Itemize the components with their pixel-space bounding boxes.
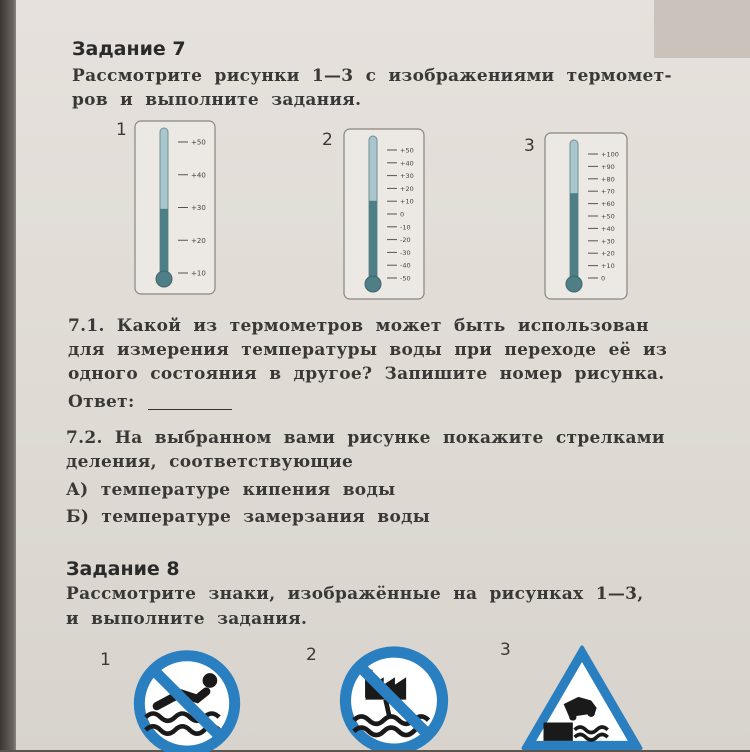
thermometer-3-tick-label: 0 [601,274,606,283]
thermometer-1-drawing [134,120,216,295]
answer-blank[interactable] [148,409,232,410]
thermometer-3-tick-label: +90 [601,162,615,171]
thermometer-3-liquid [570,193,578,280]
thermometer-1 [134,120,216,295]
thermometer-2-liquid [369,201,377,280]
sign-3-number: 3 [500,640,511,660]
thermometer-2-tick-label: +40 [400,159,414,168]
task-8-title: Задание 8 [66,558,180,580]
task-8-intro-line-2: и выполните задания. [66,609,308,629]
question-7-2-line-1: 7.2. На выбранном вами рисунке покажите стрелками [66,428,665,448]
thermometer-3-tick-label: +80 [601,175,615,184]
thermometer-2 [343,128,425,300]
sign-2-number: 2 [306,645,317,665]
thermometer-3-tick-label: +100 [601,150,619,159]
thermometer-2-bulb [365,276,381,292]
figure-3-number: 3 [524,136,535,156]
thermometer-2-drawing [343,128,425,300]
thermometer-2-tick-label: -20 [400,236,411,245]
thermometer-2-tick-label: -10 [400,223,411,232]
thermometer-3-tick-label: +50 [601,212,615,221]
task-7-intro-line-2: ров и выполните задания. [72,90,362,110]
page-corner-sticker [654,0,750,58]
thermometer-2-tick-label: +30 [400,172,414,181]
question-7-2-option-b: Б) температуре замерзания воды [66,507,431,527]
thermometer-1-tick-label: +50 [191,138,206,147]
thermometer-3-tick-label: +20 [601,249,615,258]
task-7-intro-line-1: Рассмотрите рисунки 1—3 с изображениями термомет- [72,66,672,86]
thermometer-1-liquid [160,209,168,275]
task-8-intro-line-1: Рассмотрите знаки, изображённые на рисунках 1—3, [66,584,644,604]
thermometer-3-drawing [544,132,628,300]
thermometer-2-tick-label: +20 [400,184,414,193]
question-7-1-line-3: одного состояния в другое? Запишите номер рисунка. [68,364,665,384]
question-7-1-line-1: 7.1. Какой из термометров может быть использован [68,316,649,336]
thermometer-2-tick-label: -50 [400,274,411,283]
question-7-1-line-2: для измерения температуры воды при переходе её из [68,340,668,360]
thermometer-1-tick-label: +30 [191,204,206,212]
thermometer-2-tick-label: +10 [400,197,414,206]
thermometer-2-frame [344,129,424,299]
thermometer-1-tick-label: +20 [191,236,206,245]
sign-1-number: 1 [100,650,111,670]
task-7-title: Задание 7 [72,38,186,60]
thermometer-2-tick-label: -30 [400,248,411,257]
thermometer-2-tick-label: +50 [400,146,414,155]
thermometer-1-tick-label: +10 [191,269,206,278]
thermometer-1-tick-label: +40 [191,171,206,180]
car-into-water-warning-icon [512,640,652,750]
thermometer-2-tick-label: 0 [400,210,405,219]
thermometer-3-tick-label: +10 [601,262,615,271]
textbook-page [16,0,750,750]
thermometer-3-bulb [566,276,582,292]
no-swimming-icon [120,642,254,752]
thermometer-2-tick-label: -40 [400,261,411,270]
thermometer-3-tick-label: +60 [601,200,615,209]
thermometer-3 [544,132,628,300]
question-7-2-line-2: деления, соответствующие [66,452,354,472]
thermometer-3-tick-label: +40 [601,224,615,233]
figure-1-number: 1 [116,120,127,140]
thermometer-3-tick-label: +70 [601,187,615,196]
question-7-2-option-a: А) температуре кипения воды [66,480,396,500]
thermometer-1-bulb [156,271,172,287]
figure-2-number: 2 [322,130,333,150]
thermometer-3-tick-label: +30 [601,237,615,246]
no-industrial-discharge-icon [327,638,461,750]
answer-label: Ответ: [68,392,135,412]
